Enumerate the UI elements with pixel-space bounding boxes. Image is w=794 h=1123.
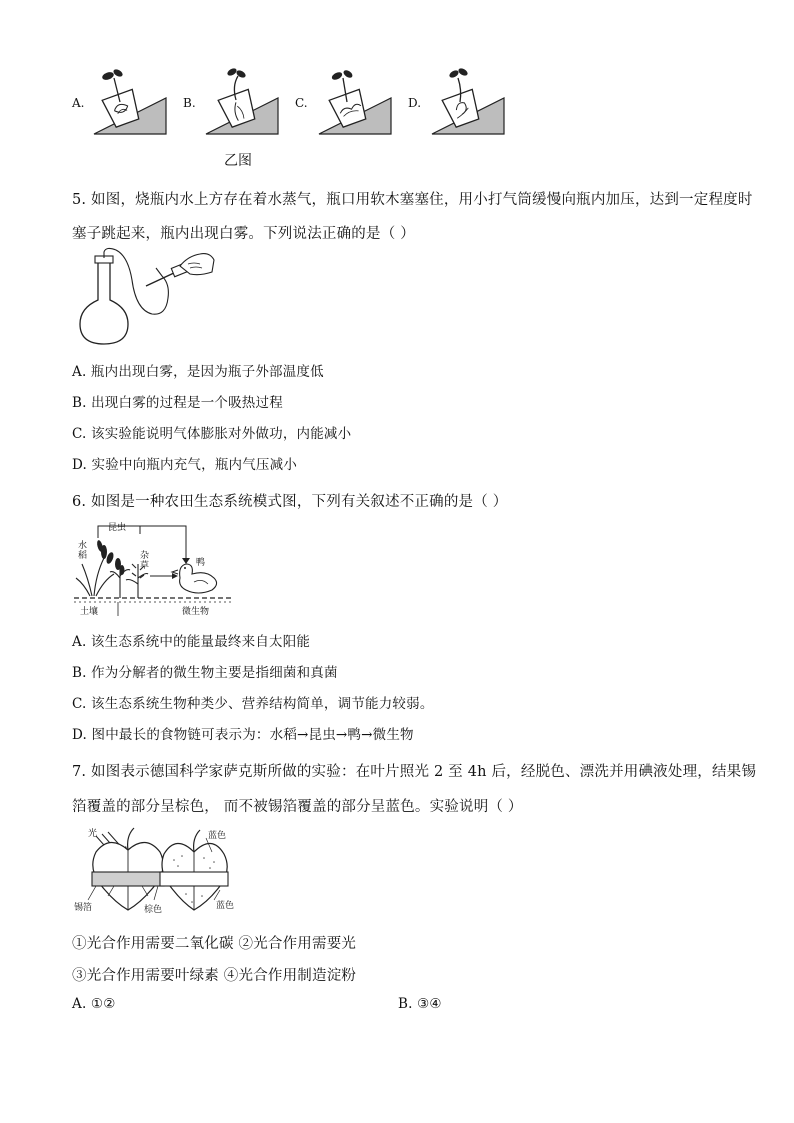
q5-stem-line1: 5. 如图，烧瓶内水上方存在着水蒸气，瓶口用软木塞塞住，用小打气筒缓慢向瓶内加压，达到一定程度时 (72, 192, 753, 208)
q6-label-weed-2: 草 (140, 561, 150, 571)
q7-option-a: A. ①② (72, 996, 116, 1012)
q7-label-foil: 锡箔 (74, 903, 93, 913)
q5-stem-line2: 塞子跳起来，瓶内出现白雾。下列说法正确的是（ ） (72, 226, 415, 242)
q7-label-blue-bottom: 蓝色 (216, 901, 235, 911)
q5-option-a: A. 瓶内出现白雾，是因为瓶子外部温度低 (72, 364, 324, 380)
q4-option-c-drawing (317, 64, 393, 140)
q6-ecosystem-figure (74, 518, 234, 618)
q4-option-d-label: D. (408, 96, 422, 110)
q4-option-d-drawing (430, 64, 506, 140)
q7-stem-line2: 箔覆盖的部分呈棕色， 而不被锡箔覆盖的部分呈蓝色。实验说明（ ） (72, 799, 523, 815)
q6-label-rice-2: 稻 (78, 551, 88, 561)
q4-option-c-label: C. (295, 96, 308, 110)
q4-option-b-drawing (204, 64, 280, 140)
q6-option-c: C. 该生态系统生物种类少、营养结构简单，调节能力较弱。 (72, 696, 434, 712)
q4-figure-caption: 乙图 (224, 153, 252, 169)
q6-label-microbe: 微生物 (182, 607, 210, 617)
q6-label-rice-1: 水 (78, 541, 88, 551)
q7-option-b: B. ③④ (398, 996, 442, 1012)
q6-label-weed-1: 杂 (140, 551, 150, 561)
q4-option-b-label: B. (183, 96, 196, 110)
q6-option-b: B. 作为分解者的微生物主要是指细菌和真菌 (72, 665, 338, 681)
q6-option-a: A. 该生态系统中的能量最终来自太阳能 (72, 634, 311, 650)
q7-statements-1: ①光合作用需要二氧化碳 ②光合作用需要光 (72, 936, 357, 952)
q6-ecosystem-drawing (74, 518, 234, 618)
q7-label-brown: 棕色 (144, 905, 163, 915)
q6-label-insect: 昆虫 (108, 523, 127, 533)
q5-option-b: B. 出现白雾的过程是一个吸热过程 (72, 395, 283, 411)
q4-option-a-drawing (92, 64, 168, 140)
q5-flask-pump-figure (76, 250, 216, 346)
q5-option-d: D. 实验中向瓶内充气，瓶内气压减小 (72, 457, 298, 473)
q6-stem-line1: 6. 如图是一种农田生态系统模式图，下列有关叙述不正确的是（ ） (72, 494, 508, 510)
q7-label-light: 光 (88, 829, 98, 839)
q6-label-soil: 土壤 (80, 607, 99, 617)
q4-option-a-label: A. (72, 96, 85, 110)
q5-option-c: C. 该实验能说明气体膨胀对外做功，内能减小 (72, 426, 352, 442)
q6-label-duck: 鸭 (196, 558, 206, 568)
q7-label-blue-top: 蓝色 (208, 831, 227, 841)
q7-statements-2: ③光合作用需要叶绿素 ④光合作用制造淀粉 (72, 968, 357, 984)
q6-option-d: D. 图中最长的食物链可表示为：水稻→昆虫→鸭→微生物 (72, 727, 414, 743)
q7-stem-line1: 7. 如图表示德国科学家萨克斯所做的实验：在叶片照光 2 至 4h 后，经脱色、漂洗并用碘液处理，结果锡 (72, 764, 757, 780)
q7-leaf-figure (74, 824, 244, 916)
